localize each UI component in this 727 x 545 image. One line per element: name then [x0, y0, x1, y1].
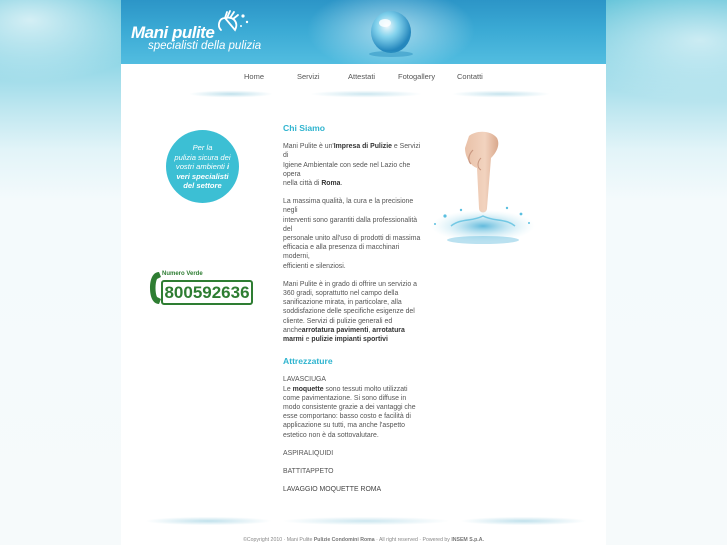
main-nav [121, 64, 606, 88]
phone-label: Numero Verde [162, 271, 203, 277]
nav-fotogallery[interactable]: Fotogallery [398, 72, 436, 81]
logo-subtitle: specialisti della pulizia [148, 40, 262, 52]
nav-attestati[interactable]: Attestati [348, 72, 376, 81]
chi-siamo-heading: Chi Siamo [283, 123, 326, 133]
water-drop-icon [366, 6, 416, 58]
finger-splash-illustration [421, 128, 541, 253]
footer-seo-link[interactable]: Pulizie Condomini Roma [313, 537, 375, 543]
chi-siamo-paragraph-3: Mani Pulite è in grado di offrire un servizio a 360 gradi, soprattutto nel campo della sanificazione mirata, in particolare, alla soddisfazione delle specifiche esigenze del cliente. Servizi di pulizie generali ed anchearrotatura pavimenti, arrotatura marmi e pulizie impianti sportivi [283, 280, 417, 344]
page-container [121, 0, 606, 545]
footer: ©Copyright 2010 · Mani Pulite Pulizie Condomini Roma · All right reserved · Powered by INSEM S.p.A. [243, 537, 484, 543]
hand-logo-icon [213, 8, 253, 36]
footer-divider-wave [141, 512, 591, 530]
attrezzature-lavasciuga: LAVASCIUGA Le moquette sono tessuti molto utilizzati come pavimentazione. Si sono diffuse in modo consistente grazie a dei vantaggi che esse comportano: basso costo e facilità di applicazione su tutti, ma anche l'aspetto estetico non è da sottovalutare. [283, 376, 416, 439]
attrezzature-lavaggio-moquette[interactable]: LAVAGGIO MOQUETTE ROMA [283, 486, 382, 494]
nav-contatti[interactable]: Contatti [457, 72, 483, 81]
logo-title[interactable]: Mani pulite [131, 23, 215, 42]
main-content [283, 124, 423, 495]
nav-servizi[interactable]: Servizi [297, 72, 320, 81]
nav-home[interactable]: Home [244, 72, 265, 81]
slogan-circle: Per la pulizia sicura dei vostri ambienti i veri specialisti del settore [166, 130, 239, 203]
attrezzature-aspiraliquidi: ASPIRALIQUIDI [283, 449, 334, 457]
attrezzature-battitappeto: BATTITAPPETO [283, 468, 334, 476]
nav-divider-wave [141, 87, 591, 101]
phone-number[interactable]: 800592636 [161, 280, 253, 305]
header [121, 0, 606, 64]
attrezzature-heading: Attrezzature [283, 356, 333, 367]
footer-powered-link[interactable]: INSEM S.p.A. [451, 537, 484, 543]
chi-siamo-paragraph-2: La massima qualità, la cura e la precisione negli interventi sono garantiti dalla professionalità del personale unito all'uso di prodotti di massima efficacia e alla presenza di macchinari moderni, efficienti e silenziosi. [283, 198, 421, 270]
chi-siamo-paragraph-1: Mani Pulite è un'Impresa di Pulizie e Servizi di Igiene Ambientale con sede nel Lazio che opera nella città di Roma. [283, 143, 421, 188]
